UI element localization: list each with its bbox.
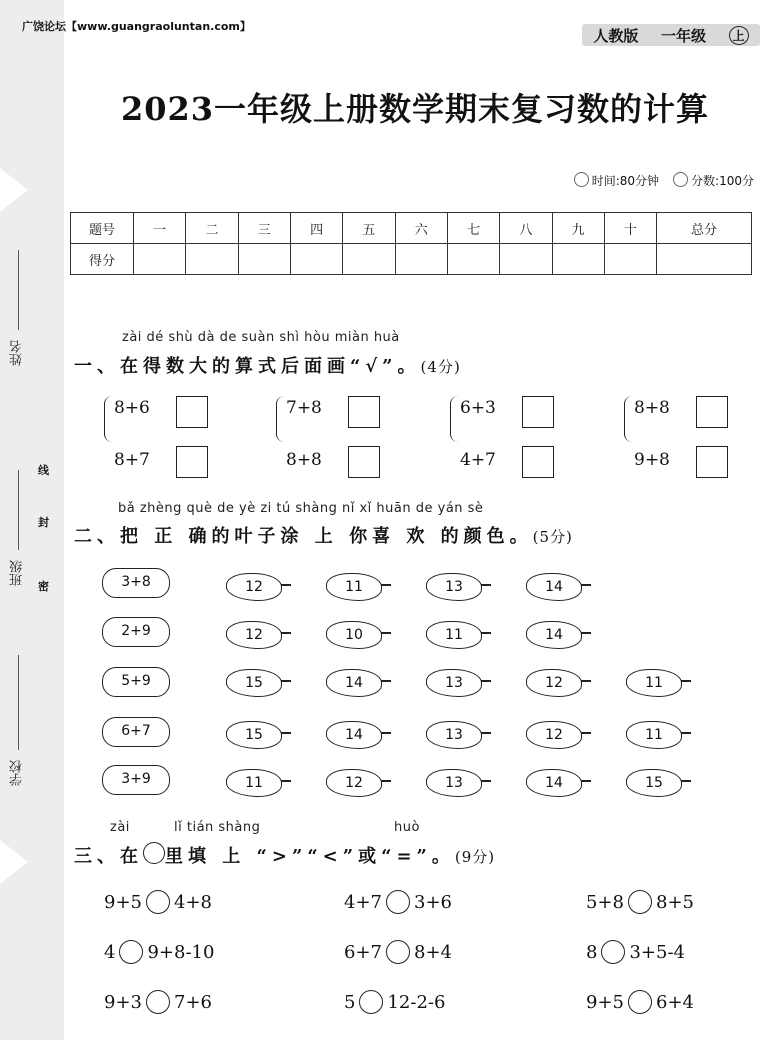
brace [624, 396, 633, 442]
compare-left: 5+8 [586, 891, 624, 913]
compare-circle[interactable] [386, 940, 410, 964]
score-text: 分数:100分 [691, 174, 754, 188]
number-leaf[interactable]: 13 [426, 573, 482, 601]
q1-expr-b: 8+8 [286, 450, 322, 470]
q3-heading [74, 842, 495, 868]
number-leaf[interactable]: 12 [226, 573, 282, 601]
header-cell: 四 [290, 213, 342, 244]
exam-meta [574, 172, 754, 189]
score-row-label: 得分 [71, 244, 134, 275]
name-label: 姓名 [10, 340, 25, 366]
compare-circle[interactable] [146, 990, 170, 1014]
score-table [70, 212, 752, 275]
q3-title-b: 里填 上 “>”“<”或“=”。 [165, 846, 455, 867]
q1-answer-box[interactable] [348, 396, 380, 428]
score-cell[interactable] [238, 244, 290, 275]
q1-expr-b: 8+7 [114, 450, 150, 470]
brace [450, 396, 459, 442]
q1-expr-a: 8+6 [114, 398, 150, 418]
number-leaf[interactable]: 15 [226, 669, 282, 697]
number-leaf[interactable]: 11 [626, 669, 682, 697]
circle-symbol [143, 842, 165, 864]
score-cell[interactable] [604, 244, 656, 275]
score-cell[interactable] [290, 244, 342, 275]
school-line [18, 655, 19, 750]
brace [276, 396, 285, 442]
number-leaf[interactable]: 11 [226, 769, 282, 797]
number-leaf[interactable]: 13 [426, 721, 482, 749]
compare-right: 12-2-6 [387, 991, 446, 1013]
score-cell[interactable] [657, 244, 752, 275]
q1-expr-a: 6+3 [460, 398, 496, 418]
seal-seal-char: 封 [38, 516, 49, 529]
compare-right: 8+4 [414, 941, 452, 963]
number-leaf[interactable]: 14 [326, 721, 382, 749]
compare-circle[interactable] [386, 890, 410, 914]
compare-item [344, 990, 445, 1014]
q2-heading [74, 522, 573, 548]
header-cell: 三 [238, 213, 290, 244]
q1-answer-box[interactable] [696, 396, 728, 428]
school-label: 学校 [10, 760, 25, 786]
compare-left: 6+7 [344, 941, 382, 963]
score-cell[interactable] [395, 244, 447, 275]
compare-right: 9+8-10 [147, 941, 215, 963]
compare-left: 4+7 [344, 891, 382, 913]
header-cell: 二 [186, 213, 238, 244]
header-cell: 一 [134, 213, 186, 244]
q1-expr-a: 7+8 [286, 398, 322, 418]
site-watermark: 广饶论坛【www.guangraoluntan.com】 [22, 20, 251, 33]
compare-circle[interactable] [628, 990, 652, 1014]
q1-expr-a: 8+8 [634, 398, 670, 418]
compare-item [104, 940, 214, 964]
score-cell[interactable] [500, 244, 552, 275]
q3-pinyin-b: lǐ tián shàng [174, 820, 261, 835]
expr-cloud: 3+8 [102, 568, 170, 598]
header-cell: 九 [552, 213, 604, 244]
compare-item [344, 940, 452, 964]
q2-pinyin: bǎ zhèng què de yè zi tú shàng nǐ xǐ huān de yán sè [118, 501, 484, 516]
q2-points: (5分) [532, 528, 573, 546]
q1-answer-box[interactable] [696, 446, 728, 478]
number-leaf[interactable]: 14 [526, 621, 582, 649]
compare-circle[interactable] [628, 890, 652, 914]
number-leaf[interactable]: 12 [526, 721, 582, 749]
header-cell: 七 [447, 213, 499, 244]
score-input-row [71, 244, 752, 275]
compare-left: 9+5 [586, 991, 624, 1013]
header-cell: 总分 [657, 213, 752, 244]
compare-right: 6+4 [656, 991, 694, 1013]
clock-icon [574, 172, 589, 187]
q3-pinyin-c: huò [394, 820, 420, 835]
compare-right: 4+8 [174, 891, 212, 913]
header-cell: 五 [343, 213, 395, 244]
number-leaf[interactable]: 12 [526, 669, 582, 697]
number-leaf[interactable]: 14 [326, 669, 382, 697]
compare-right: 3+5-4 [629, 941, 685, 963]
header-cell: 八 [500, 213, 552, 244]
score-cell[interactable] [186, 244, 238, 275]
q1-title: 一、在得数大的算式后面画“√”。 [74, 356, 421, 377]
q3-points: (9分) [454, 848, 496, 866]
score-cell[interactable] [447, 244, 499, 275]
number-leaf[interactable]: 11 [626, 721, 682, 749]
compare-left: 5 [344, 991, 356, 1013]
sidebar-notch [0, 168, 28, 212]
score-icon [673, 172, 688, 187]
compare-left: 4 [104, 941, 116, 963]
number-leaf[interactable]: 15 [226, 721, 282, 749]
number-leaf[interactable]: 10 [326, 621, 382, 649]
header-cell: 十 [604, 213, 656, 244]
q3-title-a: 三、在 [74, 846, 143, 867]
compare-circle[interactable] [601, 940, 625, 964]
number-leaf[interactable]: 14 [526, 573, 582, 601]
q1-expr-b: 9+8 [634, 450, 670, 470]
score-info [673, 172, 754, 189]
q1-expr-b: 4+7 [460, 450, 496, 470]
compare-right: 7+6 [174, 991, 212, 1013]
number-leaf[interactable]: 15 [626, 769, 682, 797]
score-cell[interactable] [134, 244, 186, 275]
number-leaf[interactable]: 11 [426, 621, 482, 649]
number-leaf[interactable]: 12 [226, 621, 282, 649]
compare-right: 8+5 [656, 891, 694, 913]
compare-item [586, 990, 694, 1014]
seal-line-char: 线 [38, 464, 49, 477]
header-cell: 题号 [71, 213, 134, 244]
number-leaf[interactable]: 13 [426, 769, 482, 797]
score-cell[interactable] [343, 244, 395, 275]
q3-pinyin-a: zài [110, 820, 130, 835]
compare-item [104, 890, 212, 914]
number-leaf[interactable]: 14 [526, 769, 582, 797]
compare-item [586, 890, 694, 914]
q1-answer-box[interactable] [176, 396, 208, 428]
number-leaf[interactable]: 11 [326, 573, 382, 601]
compare-left: 9+5 [104, 891, 142, 913]
edition-grade: 一年级 [660, 26, 706, 45]
sidebar-notch [0, 840, 28, 884]
expr-cloud: 2+9 [102, 617, 170, 647]
compare-item [344, 890, 452, 914]
number-leaf[interactable]: 13 [426, 669, 482, 697]
compare-left: 8 [586, 941, 598, 963]
expr-cloud: 6+7 [102, 717, 170, 747]
q1-pinyin: zài dé shù dà de suàn shì hòu miàn huà [122, 330, 400, 345]
binding-sidebar [0, 0, 64, 1040]
compare-left: 9+3 [104, 991, 142, 1013]
q1-answer-box[interactable] [522, 446, 554, 478]
expr-cloud: 3+9 [102, 765, 170, 795]
edition-term: 上 [729, 26, 749, 45]
edition-badge [582, 24, 760, 46]
number-leaf[interactable]: 12 [326, 769, 382, 797]
seal-secret-char: 密 [38, 580, 49, 593]
class-label: 班级 [10, 560, 25, 586]
compare-right: 3+6 [414, 891, 452, 913]
score-header-row [71, 213, 752, 244]
expr-cloud: 5+9 [102, 667, 170, 697]
compare-circle[interactable] [119, 940, 143, 964]
q1-points: (4分) [420, 358, 461, 376]
time-info [574, 172, 659, 189]
compare-circle[interactable] [146, 890, 170, 914]
q1-answer-box[interactable] [348, 446, 380, 478]
compare-item [586, 940, 685, 964]
q1-answer-box[interactable] [522, 396, 554, 428]
brace [104, 396, 113, 442]
q2-title: 二、把 正 确的叶子涂 上 你喜 欢 的颜色。 [74, 526, 533, 547]
page-title: 2023一年级上册数学期末复习数的计算 [120, 90, 710, 128]
header-cell: 六 [395, 213, 447, 244]
compare-circle[interactable] [359, 990, 383, 1014]
edition-publisher: 人教版 [593, 26, 639, 45]
q1-answer-box[interactable] [176, 446, 208, 478]
score-cell[interactable] [552, 244, 604, 275]
compare-item [104, 990, 212, 1014]
class-line [18, 470, 19, 550]
name-line [18, 250, 19, 330]
time-text: 时间:80分钟 [591, 174, 660, 188]
q1-heading [74, 352, 461, 378]
